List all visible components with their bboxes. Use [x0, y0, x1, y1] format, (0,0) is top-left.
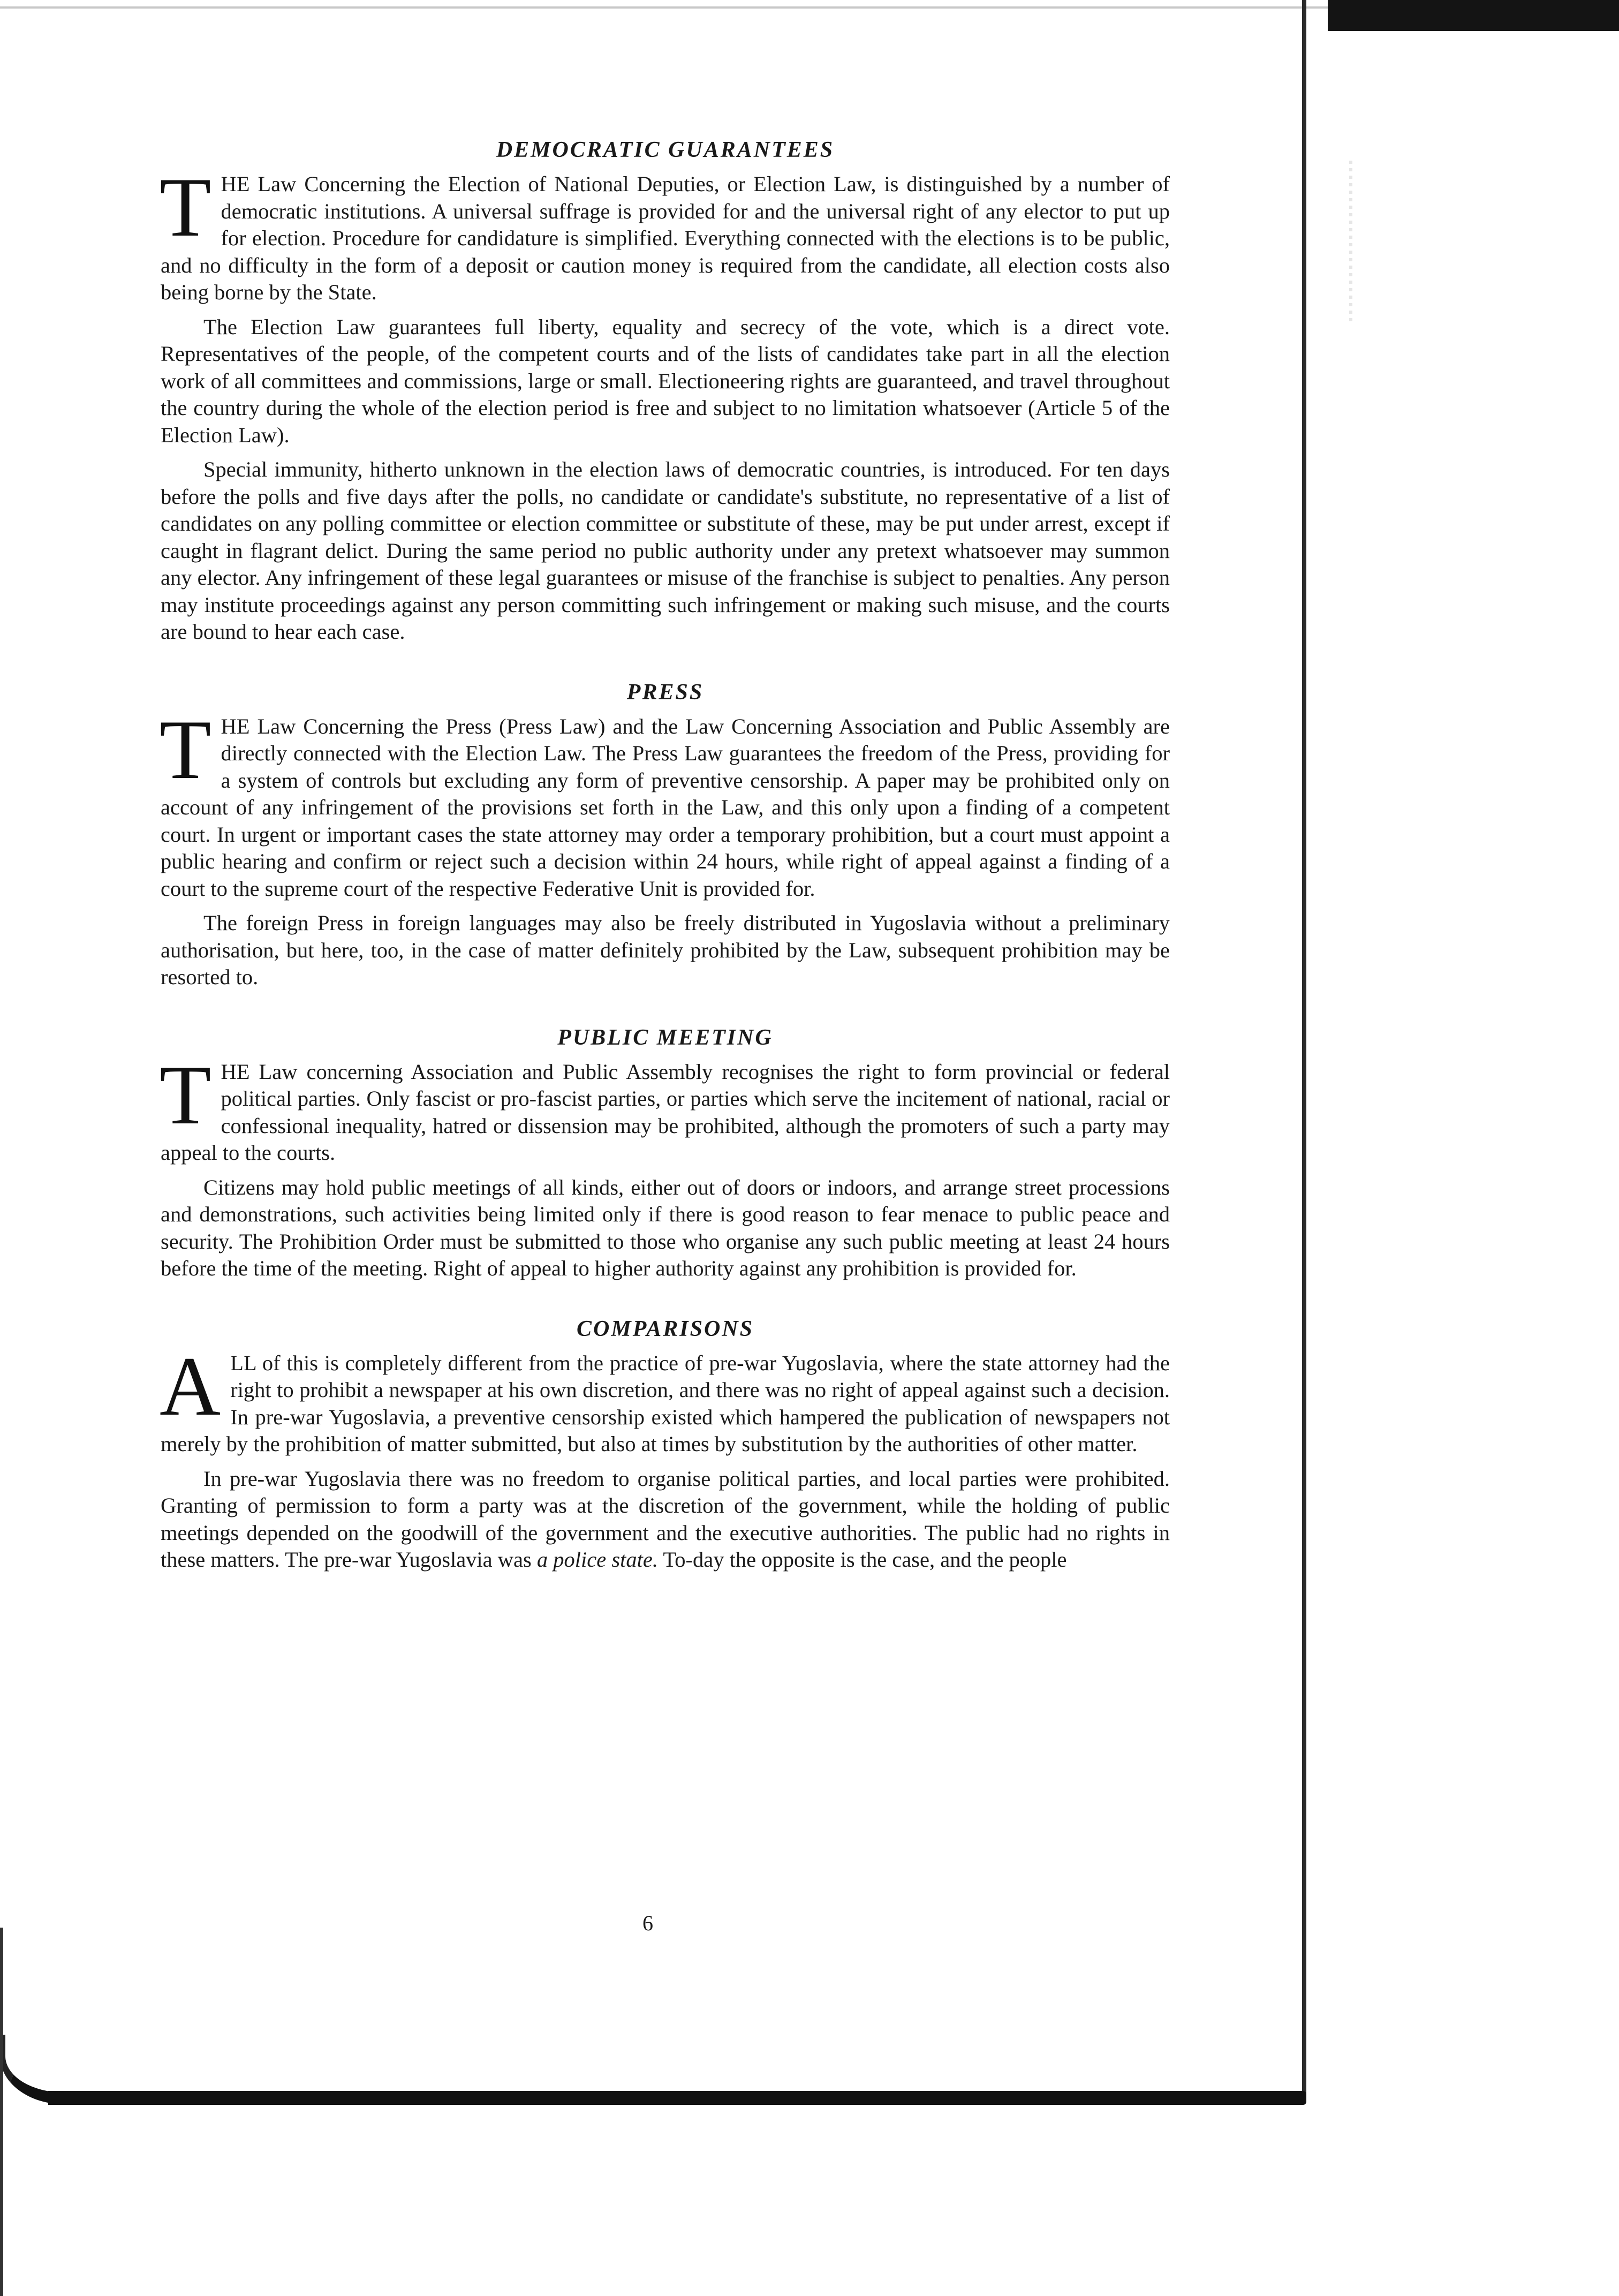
scan-edge-right — [1302, 0, 1306, 2094]
section-press — [161, 679, 1170, 991]
paragraph-text: LL of this is completely different from the practice of pre-war Yugoslavia, where the state attorney had the right to prohibit a newspaper at his own discretion, and there was no right of appeal against such a decision. In pre-war Yugoslavia, a preventive censorship existed which hampered the publication of newspapers not merely by the prohibition of matter submitted, but also at times by substitution by the authorities of other matter. — [161, 1350, 1170, 1456]
section-heading: PRESS — [626, 679, 704, 705]
drop-cap: T — [160, 161, 211, 254]
section-heading: DEMOCRATIC GUARANTEES — [496, 138, 835, 162]
drop-cap: T — [160, 1048, 211, 1142]
scan-edge-curl — [0, 2035, 64, 2104]
section-heading: COMPARISONS — [577, 1316, 754, 1341]
drop-cap: A — [160, 1339, 221, 1433]
paragraph: Special immunity, hitherto unknown in the election laws of democratic countries, is introduced. For ten days before the polls and five days after the polls, no candidate or candidate's substitute, no representative of a list of candidates on any polling committee or election committee or substitute of these, may be put under arrest, except if caught in flagrant delict. During the same period no public authority under any pretext whatsoever may summon any elector. Any infringement of these legal guarantees or misuse of the franchise is subject to penalties. Any person may institute proceedings against any person committing such infringement or making such misuse, and the courts are bound to hear each case. — [161, 457, 1170, 644]
paragraph — [160, 1048, 1170, 1167]
page-number: 6 — [642, 1911, 653, 1935]
scan-edge-bottom — [48, 2091, 1306, 2105]
section-comparisons — [161, 1316, 1170, 1574]
scan-edge-top — [1328, 0, 1619, 31]
section-public-meeting — [161, 1024, 1170, 1282]
drop-cap: T — [160, 703, 211, 797]
paragraph-text: HE Law concerning Association and Public Assembly recognises the right to form provincial or federal political parties. Only fascist or pro-fascist parties, or parties which serve the incitement of national, racial or confessional inequality, hatred or dissension may be prohibited, although the promoters of such a party may appeal to the courts. — [161, 1059, 1170, 1165]
paragraph-tail: To-day the opposite is the case, and the people — [657, 1547, 1067, 1572]
paragraph — [161, 1466, 1170, 1574]
paragraph: Citizens may hold public meetings of all kinds, either out of doors or indoors, and arrange street processions and demonstrations, such activities being limited only if there is good reason to fear menace to public peace and security. The Prohibition Order must be submitted to those who organise any such public meeting at least 24 hours before the time of the meeting. Right of appeal to higher authority against any prohibition is provided for. — [161, 1175, 1170, 1280]
paragraph — [160, 703, 1170, 903]
scan-edge-left — [0, 1928, 3, 2296]
paragraph: The Election Law guarantees full liberty, equality and secrecy of the vote, which is a direct vote. Representatives of the people, of the competent courts and of the lists of candidates take part in all the election work of all committees and commissions, large or small. Electioneering rights are guaranteed, and travel throughout the country during the whole of the election period is free and subject to no limitation whatsoever (Article 5 of the Election Law). — [161, 314, 1170, 447]
paragraph-text: HE Law Concerning the Press (Press Law) and the Law Concerning Association and Public Assembly are directly connected with the Election Law. The Press Law guarantees the freedom of the Press, providing for a system of controls but excluding any form of preventive censorship. A paper may be prohibited only on account of any infringement of the provisions set forth in the Law, and this only upon a finding of a competent court. In urgent or important cases the state attorney may order a temporary prohibition, but a court must appoint a public hearing and confirm or reject such a decision within 24 hours, while right of appeal against a finding of a court to the supreme court of the respective Federative Unit is provided for. — [161, 714, 1170, 901]
paragraph-text: In pre-war Yugoslavia there was no freedom to organise political parties, and local parties were prohibited. Granting of permission to form a party was at the discretion of the government, while the holding of public meetings depended on the goodwill of the government and the executive authorities. The public had no rights in these matters. The pre-war Yugoslavia was — [161, 1466, 1170, 1572]
emphasis-text: a police state. — [536, 1547, 658, 1572]
section-democratic-guarantees — [161, 137, 1170, 646]
paragraph — [160, 1339, 1170, 1458]
scan-edge-top-thin — [0, 6, 1328, 9]
paragraph: The foreign Press in foreign languages may also be freely distributed in Yugoslavia without a preliminary authorisation, but here, too, in the case of matter definitely prohibited by the Law, subsequent prohibition may be resorted to. — [161, 911, 1170, 989]
document-page — [161, 137, 1170, 1574]
paragraph — [160, 161, 1170, 306]
paragraph-text: HE Law Concerning the Election of National Deputies, or Election Law, is distinguished by a number of democratic institutions. A universal suffrage is provided for and the universal right of any elector to put up for election. Procedure for candidature is simplified. Everything connected with the elections is to be public, and no difficulty in the form of a deposit or caution money is required from the candidate, all election costs also being borne by the State. — [161, 172, 1170, 304]
section-heading: PUBLIC MEETING — [557, 1025, 773, 1050]
scan-speckle — [1349, 161, 1352, 321]
